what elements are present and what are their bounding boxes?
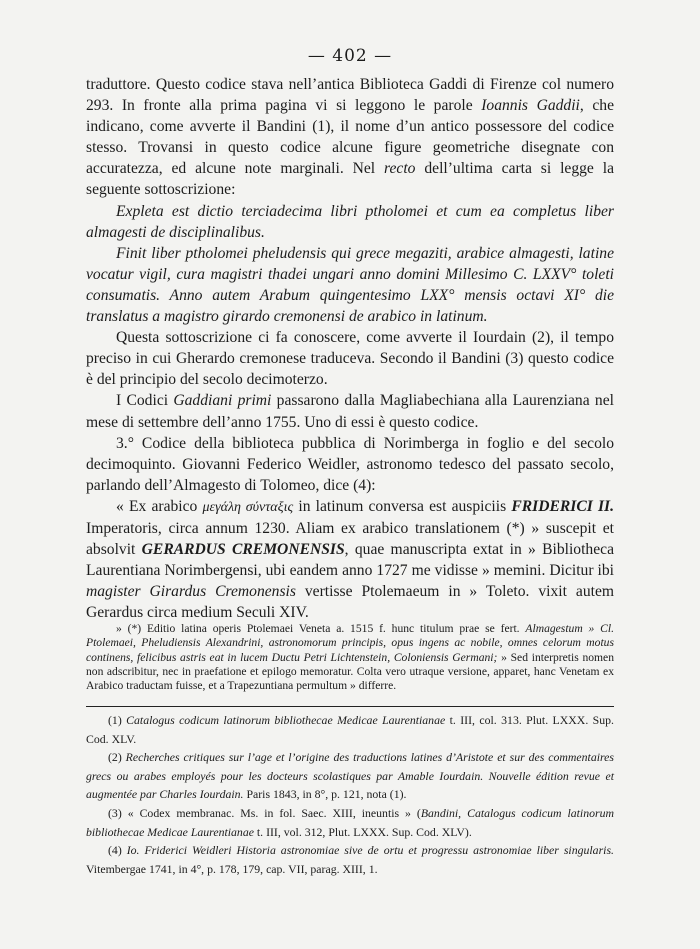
- paragraph-4: 3.° Codice della biblioteca pubblica di Norimberga in foglio e del secolo decimoquinto. Giovanni Federico Weidler, astronomo tedesco del passato secolo, parlando dell’Almagesto di Tolomeo, dice (4):: [86, 434, 614, 494]
- footnote-4: (4) Io. Friderici Weidleri Historia astronomiae sive de ortu et progressu astronomiae liber singularis. Vitembergae 1741, in 4°, p. 178, 179, cap. VII, parag. XIII, 1.: [86, 843, 614, 876]
- paragraph-2: Questa sottoscrizione ci fa conoscere, come avverte il Iourdain (2), il tempo preciso in cui Gherardo cremonese traduceva. Secondo il Bandini (3) questo codice è del principio del secolo decimoterzo.: [86, 329, 614, 389]
- subscription-line-2: Finit liber ptholomei pheludensis qui grece megaziti, arabice almagesti, latine vocatur vigil, cura magistri thadei ungari anno domini Millesimo C. LXXV° toleti consumatis. Anno autem Arabum quingentesimo LXX° mensis octavi XI° die translatus a magistro girardo cremonensi de arabico in latinum.: [86, 244, 614, 326]
- paragraph-1: traduttore. Questo codice stava nell’antica Biblioteca Gaddi di Firenze col numero 293. In fronte alla prima pagina vi si leggono le parole Ioannis Gaddii, che indicano, come avverte il Bandini (1), il nome d’un antico possessore del codice stesso. Trovansi in questo codice alcune figure geometriche disegnate con accuratezza, ed alcune note marginali. Nel recto dell’ultima carta si legge la seguente sottoscrizione:: [86, 76, 614, 199]
- footnote-2: (2) Recherches critiques sur l’age et l’origine des traductions latines d’Aristote et sur des commentaires grecs ou arabes employés pour les docteurs scolastiques par Amable Iourdain. Nouvelle édition revue et augmentée par Charles Iourdain. Paris 1843, in 8°, p. 121, nota (1).: [86, 750, 614, 802]
- asterisk-note: » (*) Editio latina operis Ptolemaei Veneta a. 1515 f. hunc titulum prae se fert. Almagestum » Cl. Ptolemaei, Pheludiensis Alexandrini, astronomorum principis, opus ingens ac nobile, omnes celorum motus continens, felicibus astris eat in lucem Ductu Petri Lichtenstein, Coloniensis Germani; » Sed interpretis nomen non adscribitur, nec in praefatione et epilogo memoratur. Colta vero utraque versione, apparet, hanc Venetam ex Arabico traductam fuisse, et a Trapezuntiana permultum » differre.: [86, 622, 615, 693]
- footnote-divider: [86, 706, 614, 707]
- footnote-1: (1) Catalogus codicum latinorum bibliothecae Medicae Laurentianae t. III, col. 313. Plut. LXXX. Sup. Cod. XLV.: [86, 713, 614, 746]
- footnote-3: (3) « Codex membranac. Ms. in fol. Saec. XIII, ineuntis » (Bandini, Catalogus codicum latinorum bibliothecae Medicae Laurentianae t. III, vol. 312, Plut. LXXX. Sup. Cod. XLV).: [86, 805, 614, 839]
- paragraph-3: I Codici Gaddiani primi passarono dalla Magliabechiana alla Laurenziana nel mese di settembre dell’anno 1755. Uno di essi è questo codice.: [86, 392, 614, 431]
- subscription-line-1: Expleta est dictio terciadecima libri ptholomei et cum ea completus liber almagesti de disciplinalibus.: [86, 202, 614, 241]
- main-text: [86, 74, 614, 623]
- greek-text: μεγάλη σύνταξις: [202, 499, 294, 515]
- weidler-quote: « Ex arabico μεγάλη σύνταξις in latinum conversa est auspiciis FRIDERICI II. Imperatoris, circa annum 1230. Aliam ex arabico translationem (*) » suscepit et absolvit GERARDUS CREMONENSIS, quae manuscripta extat in » Bibliotheca Laurentiana Norimbergensi, ubi eandem anno 1727 me vidisse » memini. Dicitur ibi magister Girardus Cremonensis vertisse Ptolemaeum in » Toleto. vixit autem Gerardus circa medium Seculi XIV.: [86, 497, 615, 622]
- footnotes: [86, 711, 614, 878]
- subscription-quote: [86, 201, 614, 328]
- page-number: — 402 —: [307, 46, 393, 66]
